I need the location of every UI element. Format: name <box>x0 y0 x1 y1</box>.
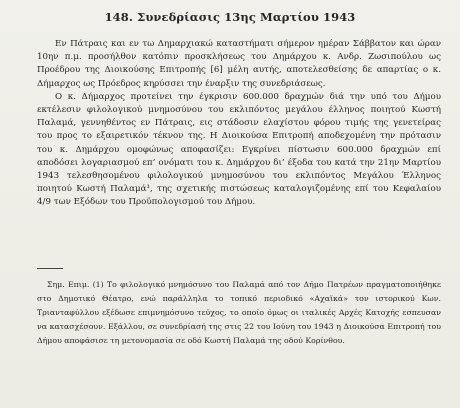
decision-paragraph: Ο κ. Δήμαρχος προτείνει την έγκρισιν 600.000 δραχμών διά την υπό του Δήμου εκτέλεσιν φιλολογικού μνημοσύνου του εκλιπόντος μεγάλου έλληνος ποιητού Κωστή Παλαμά, γεννηθέντος εν Πάτραις, εις στάδοσιν ελαχίστου φόρου τιμής της γενετείρας του προς το εξαιρετικόν τέκνον της. Η Διοικούσα Επιτροπή αποδεχομένη την πρότασιν του κ. Δημάρχου ομοφώνως αποφασίζει: Εγκρίνει πίστωσιν 600.000 δραχμών επί αποδόσει λογαριασμού επ’ ονόματι του κ. Δημάρχου δι’ έξοδα του κατά την 21ην Μαρτίου 1943 τελεσθησομένου φιλολογικού μνημοσύνου του εκλιπόντος Μεγάλου Έλληνος ποιητού Κωστή Παλαμά¹, της σχετικής πιστώσεως καταλογιζομένης επί του Κεφαλαίου 4/9 των Εξόδων του Προϋπολογισμού του Δήμου. <box>37 91 441 208</box>
session-title: 148. Συνεδρίασις 13ης Μαρτίου 1943 <box>104 10 356 24</box>
minutes-body <box>37 38 441 210</box>
editor-footnote <box>37 278 441 348</box>
footnote-divider <box>37 268 63 269</box>
footnote-text: Σημ. Επιμ. (1) Το φιλολογικό μνημόσυνο του Παλαμά από τον Δήμο Πατρέων πραγματοποιήθηκε στο Δημοτικό Θέατρο, ενώ παράλληλα το τοπικό περιοδικό «Αχαϊκά» τον ιστορικού Κων. Τριανταφύλλου εξέδωσε επιμνημόσυνο τεύχος, το οποίο όμως οι ιταλικές Αρχές Κατοχής εσπευσαν να κατασχέσουν. Εξάλλου, σε συνεδρίασή της στις 22 του Ιούνη του 1943 η Διοικούσα Επιτροπή του Δήμου αποφάσισε τη μετονομασία σε οδό Κωστή Παλαμά της οδού Κορίνθου. <box>37 280 441 345</box>
opening-paragraph: Εν Πάτραις και εν τω Δημαρχιακώ καταστήματι σήμερον ημέραν Σάββατον και ώραν 10ην π.μ. προσήλθον κατόπιν προσκλήσεως του Δημάρχου κ. Ανδρ. Ζωσιπούλου ως Προέδρου της Διοικούσης Επιτροπής [6] μέλη αυτής, αποτελεσθείσης δε απαρτίας ο κ. Δήμαρχος ως Πρόεδρος κηρύσσει την έναρξιν της συνεδριάσεως. <box>37 39 441 89</box>
